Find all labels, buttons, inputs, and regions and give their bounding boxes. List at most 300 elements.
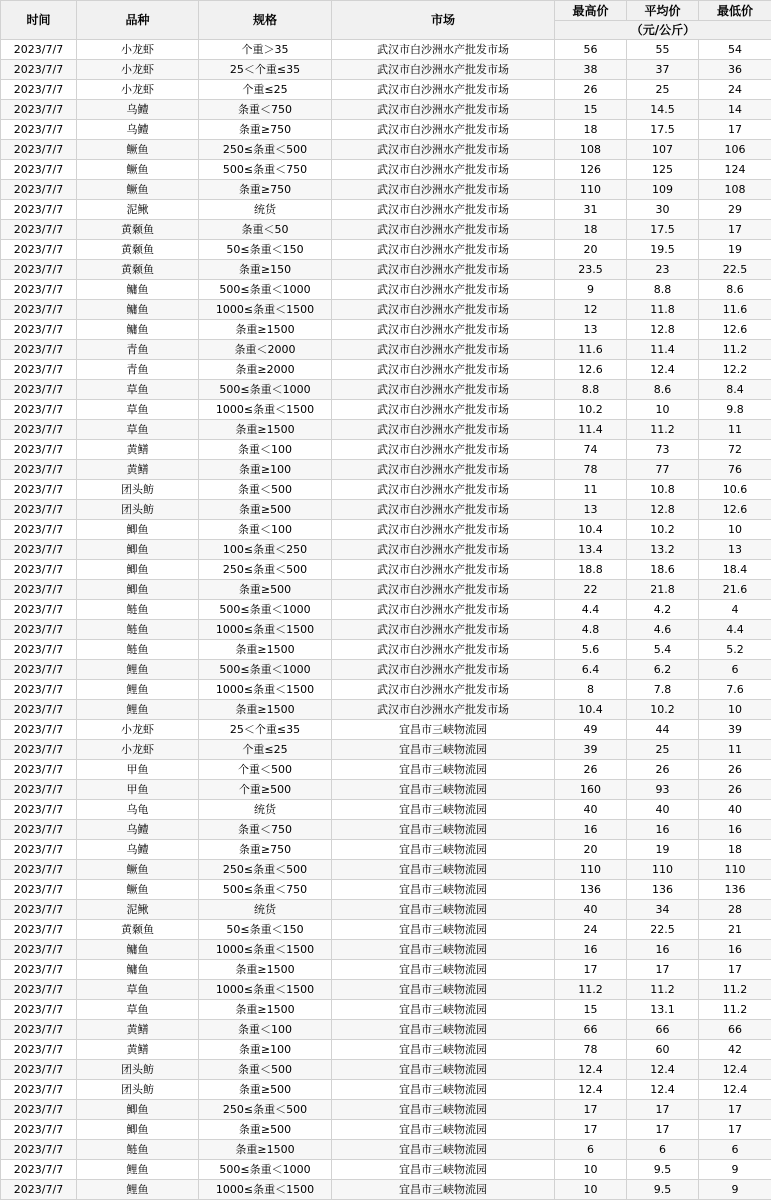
cell-max-price: 6.4 (555, 660, 627, 680)
cell-variety: 鳜鱼 (77, 160, 199, 180)
cell-time: 2023/7/7 (1, 380, 77, 400)
cell-spec: 100≤条重＜250 (199, 540, 332, 560)
cell-avg-price: 25 (627, 740, 699, 760)
cell-variety: 团头鲂 (77, 1060, 199, 1080)
cell-market: 宜昌市三峡物流园 (332, 900, 555, 920)
cell-spec: 条重≥500 (199, 500, 332, 520)
cell-min-price: 16 (699, 940, 771, 960)
cell-market: 武汉市白沙洲水产批发市场 (332, 660, 555, 680)
cell-max-price: 108 (555, 140, 627, 160)
cell-max-price: 12.4 (555, 1060, 627, 1080)
cell-time: 2023/7/7 (1, 300, 77, 320)
cell-avg-price: 13.1 (627, 1000, 699, 1020)
cell-max-price: 78 (555, 460, 627, 480)
cell-market: 宜昌市三峡物流园 (332, 1120, 555, 1140)
cell-avg-price: 136 (627, 880, 699, 900)
table-row (1, 60, 771, 80)
cell-variety: 黄鳝 (77, 1020, 199, 1040)
cell-variety: 草鱼 (77, 980, 199, 1000)
cell-variety: 乌鳢 (77, 820, 199, 840)
cell-time: 2023/7/7 (1, 200, 77, 220)
cell-variety: 泥鳅 (77, 900, 199, 920)
cell-market: 武汉市白沙洲水产批发市场 (332, 160, 555, 180)
cell-min-price: 28 (699, 900, 771, 920)
cell-max-price: 136 (555, 880, 627, 900)
cell-avg-price: 23 (627, 260, 699, 280)
table-row (1, 820, 771, 840)
cell-spec: 条重≥750 (199, 180, 332, 200)
cell-market: 武汉市白沙洲水产批发市场 (332, 60, 555, 80)
cell-market: 武汉市白沙洲水产批发市场 (332, 120, 555, 140)
cell-avg-price: 66 (627, 1020, 699, 1040)
cell-min-price: 39 (699, 720, 771, 740)
cell-spec: 条重＜750 (199, 820, 332, 840)
table-row (1, 580, 771, 600)
cell-max-price: 31 (555, 200, 627, 220)
cell-variety: 乌鳢 (77, 100, 199, 120)
cell-time: 2023/7/7 (1, 960, 77, 980)
cell-avg-price: 12.8 (627, 320, 699, 340)
cell-avg-price: 8.6 (627, 380, 699, 400)
cell-min-price: 17 (699, 960, 771, 980)
cell-market: 武汉市白沙洲水产批发市场 (332, 620, 555, 640)
cell-avg-price: 4.2 (627, 600, 699, 620)
cell-market: 武汉市白沙洲水产批发市场 (332, 140, 555, 160)
cell-spec: 条重≥750 (199, 840, 332, 860)
cell-avg-price: 6 (627, 1140, 699, 1160)
cell-spec: 1000≤条重＜1500 (199, 620, 332, 640)
cell-max-price: 8.8 (555, 380, 627, 400)
cell-market: 宜昌市三峡物流园 (332, 1080, 555, 1100)
table-row (1, 680, 771, 700)
cell-spec: 条重＜500 (199, 1060, 332, 1080)
cell-time: 2023/7/7 (1, 820, 77, 840)
cell-spec: 条重＜50 (199, 220, 332, 240)
cell-variety: 鳜鱼 (77, 180, 199, 200)
cell-market: 宜昌市三峡物流园 (332, 1140, 555, 1160)
cell-avg-price: 17 (627, 960, 699, 980)
cell-market: 宜昌市三峡物流园 (332, 1180, 555, 1200)
cell-min-price: 26 (699, 760, 771, 780)
cell-variety: 黄颡鱼 (77, 240, 199, 260)
table-row (1, 360, 771, 380)
table-row (1, 1080, 771, 1100)
cell-avg-price: 12.4 (627, 360, 699, 380)
cell-min-price: 10.6 (699, 480, 771, 500)
cell-avg-price: 125 (627, 160, 699, 180)
cell-spec: 500≤条重＜1000 (199, 380, 332, 400)
cell-market: 武汉市白沙洲水产批发市场 (332, 320, 555, 340)
cell-variety: 鳙鱼 (77, 320, 199, 340)
cell-variety: 乌龟 (77, 800, 199, 820)
cell-spec: 1000≤条重＜1500 (199, 400, 332, 420)
cell-time: 2023/7/7 (1, 980, 77, 1000)
cell-max-price: 10.4 (555, 700, 627, 720)
cell-max-price: 9 (555, 280, 627, 300)
cell-avg-price: 60 (627, 1040, 699, 1060)
table-row (1, 480, 771, 500)
table-row (1, 640, 771, 660)
cell-variety: 黄颡鱼 (77, 260, 199, 280)
cell-min-price: 29 (699, 200, 771, 220)
cell-time: 2023/7/7 (1, 1120, 77, 1140)
cell-time: 2023/7/7 (1, 1060, 77, 1080)
cell-max-price: 18 (555, 120, 627, 140)
cell-max-price: 66 (555, 1020, 627, 1040)
cell-min-price: 9 (699, 1180, 771, 1200)
table-row (1, 320, 771, 340)
cell-market: 宜昌市三峡物流园 (332, 820, 555, 840)
cell-market: 武汉市白沙洲水产批发市场 (332, 240, 555, 260)
table-row (1, 380, 771, 400)
cell-max-price: 5.6 (555, 640, 627, 660)
table-row (1, 1120, 771, 1140)
cell-avg-price: 10.8 (627, 480, 699, 500)
cell-avg-price: 25 (627, 80, 699, 100)
cell-avg-price: 30 (627, 200, 699, 220)
cell-variety: 黄鳝 (77, 460, 199, 480)
cell-variety: 鲤鱼 (77, 1160, 199, 1180)
column-header-spec: 规格 (199, 1, 332, 40)
cell-spec: 统货 (199, 800, 332, 820)
cell-max-price: 39 (555, 740, 627, 760)
table-row (1, 240, 771, 260)
cell-min-price: 10 (699, 520, 771, 540)
cell-avg-price: 18.6 (627, 560, 699, 580)
cell-time: 2023/7/7 (1, 360, 77, 380)
cell-max-price: 18 (555, 220, 627, 240)
cell-max-price: 12.4 (555, 1080, 627, 1100)
cell-time: 2023/7/7 (1, 680, 77, 700)
cell-market: 武汉市白沙洲水产批发市场 (332, 260, 555, 280)
cell-max-price: 24 (555, 920, 627, 940)
cell-spec: 条重≥500 (199, 1120, 332, 1140)
cell-avg-price: 11.4 (627, 340, 699, 360)
cell-time: 2023/7/7 (1, 1160, 77, 1180)
cell-time: 2023/7/7 (1, 1080, 77, 1100)
cell-spec: 个重＞35 (199, 40, 332, 60)
cell-min-price: 66 (699, 1020, 771, 1040)
cell-min-price: 12.6 (699, 500, 771, 520)
cell-avg-price: 17 (627, 1100, 699, 1120)
cell-variety: 青鱼 (77, 340, 199, 360)
cell-max-price: 8 (555, 680, 627, 700)
table-row (1, 960, 771, 980)
cell-avg-price: 7.8 (627, 680, 699, 700)
cell-avg-price: 12.4 (627, 1080, 699, 1100)
table-row (1, 620, 771, 640)
table-header (1, 1, 771, 40)
table-row (1, 740, 771, 760)
cell-variety: 团头鲂 (77, 480, 199, 500)
cell-spec: 1000≤条重＜1500 (199, 680, 332, 700)
column-header-market: 市场 (332, 1, 555, 40)
cell-variety: 小龙虾 (77, 40, 199, 60)
cell-spec: 条重＜500 (199, 480, 332, 500)
cell-min-price: 9.8 (699, 400, 771, 420)
cell-market: 武汉市白沙洲水产批发市场 (332, 220, 555, 240)
cell-max-price: 26 (555, 760, 627, 780)
cell-max-price: 74 (555, 440, 627, 460)
cell-avg-price: 44 (627, 720, 699, 740)
cell-spec: 条重≥500 (199, 1080, 332, 1100)
cell-max-price: 49 (555, 720, 627, 740)
cell-min-price: 18.4 (699, 560, 771, 580)
cell-min-price: 17 (699, 1100, 771, 1120)
cell-spec: 条重＜750 (199, 100, 332, 120)
cell-market: 武汉市白沙洲水产批发市场 (332, 680, 555, 700)
cell-market: 宜昌市三峡物流园 (332, 760, 555, 780)
cell-market: 宜昌市三峡物流园 (332, 780, 555, 800)
cell-max-price: 17 (555, 1100, 627, 1120)
cell-variety: 鳜鱼 (77, 860, 199, 880)
cell-max-price: 16 (555, 820, 627, 840)
cell-market: 宜昌市三峡物流园 (332, 860, 555, 880)
cell-spec: 500≤条重＜1000 (199, 1160, 332, 1180)
cell-max-price: 17 (555, 960, 627, 980)
table-row (1, 560, 771, 580)
cell-market: 宜昌市三峡物流园 (332, 800, 555, 820)
cell-min-price: 19 (699, 240, 771, 260)
cell-avg-price: 19.5 (627, 240, 699, 260)
cell-variety: 鲫鱼 (77, 560, 199, 580)
cell-min-price: 11 (699, 420, 771, 440)
cell-variety: 青鱼 (77, 360, 199, 380)
cell-max-price: 4.4 (555, 600, 627, 620)
table-row (1, 860, 771, 880)
cell-min-price: 72 (699, 440, 771, 460)
column-header-max-price: 最高价 (555, 1, 627, 21)
table-row (1, 300, 771, 320)
cell-avg-price: 11.2 (627, 980, 699, 1000)
cell-market: 武汉市白沙洲水产批发市场 (332, 100, 555, 120)
table-row (1, 500, 771, 520)
cell-max-price: 15 (555, 100, 627, 120)
cell-market: 宜昌市三峡物流园 (332, 1020, 555, 1040)
cell-spec: 500≤条重＜1000 (199, 600, 332, 620)
cell-avg-price: 107 (627, 140, 699, 160)
cell-market: 宜昌市三峡物流园 (332, 980, 555, 1000)
cell-market: 宜昌市三峡物流园 (332, 1160, 555, 1180)
cell-min-price: 108 (699, 180, 771, 200)
cell-min-price: 11.2 (699, 1000, 771, 1020)
cell-time: 2023/7/7 (1, 760, 77, 780)
cell-variety: 黄颡鱼 (77, 920, 199, 940)
cell-avg-price: 40 (627, 800, 699, 820)
cell-market: 武汉市白沙洲水产批发市场 (332, 580, 555, 600)
table-row (1, 340, 771, 360)
cell-time: 2023/7/7 (1, 120, 77, 140)
cell-time: 2023/7/7 (1, 540, 77, 560)
cell-max-price: 20 (555, 840, 627, 860)
cell-spec: 条重≥2000 (199, 360, 332, 380)
cell-time: 2023/7/7 (1, 620, 77, 640)
table-row (1, 200, 771, 220)
cell-time: 2023/7/7 (1, 940, 77, 960)
cell-spec: 250≤条重＜500 (199, 560, 332, 580)
cell-variety: 草鱼 (77, 400, 199, 420)
cell-time: 2023/7/7 (1, 720, 77, 740)
cell-market: 武汉市白沙洲水产批发市场 (332, 440, 555, 460)
cell-variety: 团头鲂 (77, 500, 199, 520)
cell-variety: 鲤鱼 (77, 700, 199, 720)
cell-time: 2023/7/7 (1, 660, 77, 680)
cell-min-price: 136 (699, 880, 771, 900)
cell-time: 2023/7/7 (1, 60, 77, 80)
table-row (1, 780, 771, 800)
cell-time: 2023/7/7 (1, 180, 77, 200)
cell-spec: 1000≤条重＜1500 (199, 940, 332, 960)
cell-min-price: 40 (699, 800, 771, 820)
cell-spec: 50≤条重＜150 (199, 920, 332, 940)
cell-spec: 条重≥1500 (199, 700, 332, 720)
cell-min-price: 54 (699, 40, 771, 60)
cell-avg-price: 6.2 (627, 660, 699, 680)
cell-time: 2023/7/7 (1, 860, 77, 880)
cell-variety: 鳙鱼 (77, 940, 199, 960)
cell-time: 2023/7/7 (1, 700, 77, 720)
cell-variety: 鲤鱼 (77, 680, 199, 700)
cell-min-price: 17 (699, 1120, 771, 1140)
cell-variety: 小龙虾 (77, 740, 199, 760)
cell-avg-price: 9.5 (627, 1160, 699, 1180)
cell-variety: 草鱼 (77, 420, 199, 440)
cell-spec: 1000≤条重＜1500 (199, 980, 332, 1000)
table-row (1, 1180, 771, 1200)
cell-time: 2023/7/7 (1, 1100, 77, 1120)
cell-avg-price: 34 (627, 900, 699, 920)
cell-variety: 小龙虾 (77, 720, 199, 740)
cell-avg-price: 55 (627, 40, 699, 60)
cell-avg-price: 17.5 (627, 120, 699, 140)
cell-time: 2023/7/7 (1, 420, 77, 440)
cell-max-price: 6 (555, 1140, 627, 1160)
cell-spec: 500≤条重＜1000 (199, 280, 332, 300)
cell-time: 2023/7/7 (1, 840, 77, 860)
cell-max-price: 11.4 (555, 420, 627, 440)
cell-spec: 条重＜2000 (199, 340, 332, 360)
cell-avg-price: 13.2 (627, 540, 699, 560)
cell-spec: 条重≥1500 (199, 1000, 332, 1020)
cell-market: 武汉市白沙洲水产批发市场 (332, 560, 555, 580)
cell-variety: 草鱼 (77, 1000, 199, 1020)
table-row (1, 880, 771, 900)
cell-spec: 250≤条重＜500 (199, 860, 332, 880)
table-row (1, 840, 771, 860)
cell-variety: 鲫鱼 (77, 1100, 199, 1120)
cell-time: 2023/7/7 (1, 100, 77, 120)
cell-time: 2023/7/7 (1, 160, 77, 180)
cell-spec: 1000≤条重＜1500 (199, 1180, 332, 1200)
cell-max-price: 10 (555, 1160, 627, 1180)
cell-spec: 500≤条重＜750 (199, 160, 332, 180)
table-row (1, 660, 771, 680)
cell-max-price: 13.4 (555, 540, 627, 560)
cell-max-price: 40 (555, 900, 627, 920)
cell-time: 2023/7/7 (1, 460, 77, 480)
cell-time: 2023/7/7 (1, 740, 77, 760)
cell-avg-price: 26 (627, 760, 699, 780)
table-row (1, 280, 771, 300)
cell-max-price: 12 (555, 300, 627, 320)
cell-variety: 黄鳝 (77, 1040, 199, 1060)
cell-min-price: 5.2 (699, 640, 771, 660)
cell-market: 宜昌市三峡物流园 (332, 940, 555, 960)
table-row (1, 160, 771, 180)
cell-variety: 鲫鱼 (77, 520, 199, 540)
cell-avg-price: 22.5 (627, 920, 699, 940)
cell-avg-price: 17.5 (627, 220, 699, 240)
table-row (1, 940, 771, 960)
cell-spec: 条重＜100 (199, 440, 332, 460)
cell-market: 武汉市白沙洲水产批发市场 (332, 420, 555, 440)
cell-variety: 甲鱼 (77, 760, 199, 780)
cell-market: 武汉市白沙洲水产批发市场 (332, 380, 555, 400)
cell-spec: 条重≥150 (199, 260, 332, 280)
cell-max-price: 26 (555, 80, 627, 100)
cell-min-price: 17 (699, 120, 771, 140)
table-row (1, 420, 771, 440)
cell-time: 2023/7/7 (1, 80, 77, 100)
cell-min-price: 7.6 (699, 680, 771, 700)
cell-variety: 鳙鱼 (77, 300, 199, 320)
cell-time: 2023/7/7 (1, 280, 77, 300)
table-row (1, 1060, 771, 1080)
cell-avg-price: 10.2 (627, 520, 699, 540)
column-header-variety: 品种 (77, 1, 199, 40)
cell-avg-price: 37 (627, 60, 699, 80)
cell-max-price: 78 (555, 1040, 627, 1060)
cell-max-price: 13 (555, 500, 627, 520)
cell-spec: 条重≥500 (199, 580, 332, 600)
cell-avg-price: 8.8 (627, 280, 699, 300)
cell-spec: 250≤条重＜500 (199, 1100, 332, 1120)
cell-avg-price: 5.4 (627, 640, 699, 660)
cell-market: 武汉市白沙洲水产批发市场 (332, 460, 555, 480)
cell-avg-price: 21.8 (627, 580, 699, 600)
cell-avg-price: 11.8 (627, 300, 699, 320)
cell-spec: 250≤条重＜500 (199, 140, 332, 160)
cell-max-price: 17 (555, 1120, 627, 1140)
cell-spec: 统货 (199, 900, 332, 920)
cell-min-price: 10 (699, 700, 771, 720)
cell-market: 宜昌市三峡物流园 (332, 880, 555, 900)
column-header-avg-price: 平均价 (627, 1, 699, 21)
cell-time: 2023/7/7 (1, 1000, 77, 1020)
cell-avg-price: 109 (627, 180, 699, 200)
cell-spec: 统货 (199, 200, 332, 220)
table-row (1, 720, 771, 740)
cell-max-price: 38 (555, 60, 627, 80)
cell-variety: 鲫鱼 (77, 540, 199, 560)
cell-avg-price: 16 (627, 940, 699, 960)
cell-avg-price: 77 (627, 460, 699, 480)
table-row (1, 540, 771, 560)
table-row (1, 220, 771, 240)
cell-variety: 鲢鱼 (77, 620, 199, 640)
table-row (1, 600, 771, 620)
cell-variety: 鲤鱼 (77, 1180, 199, 1200)
cell-min-price: 11.2 (699, 340, 771, 360)
cell-avg-price: 12.4 (627, 1060, 699, 1080)
cell-spec: 个重≥500 (199, 780, 332, 800)
cell-min-price: 4.4 (699, 620, 771, 640)
table-row (1, 80, 771, 100)
cell-time: 2023/7/7 (1, 800, 77, 820)
table-row (1, 1140, 771, 1160)
table-row (1, 400, 771, 420)
cell-min-price: 106 (699, 140, 771, 160)
